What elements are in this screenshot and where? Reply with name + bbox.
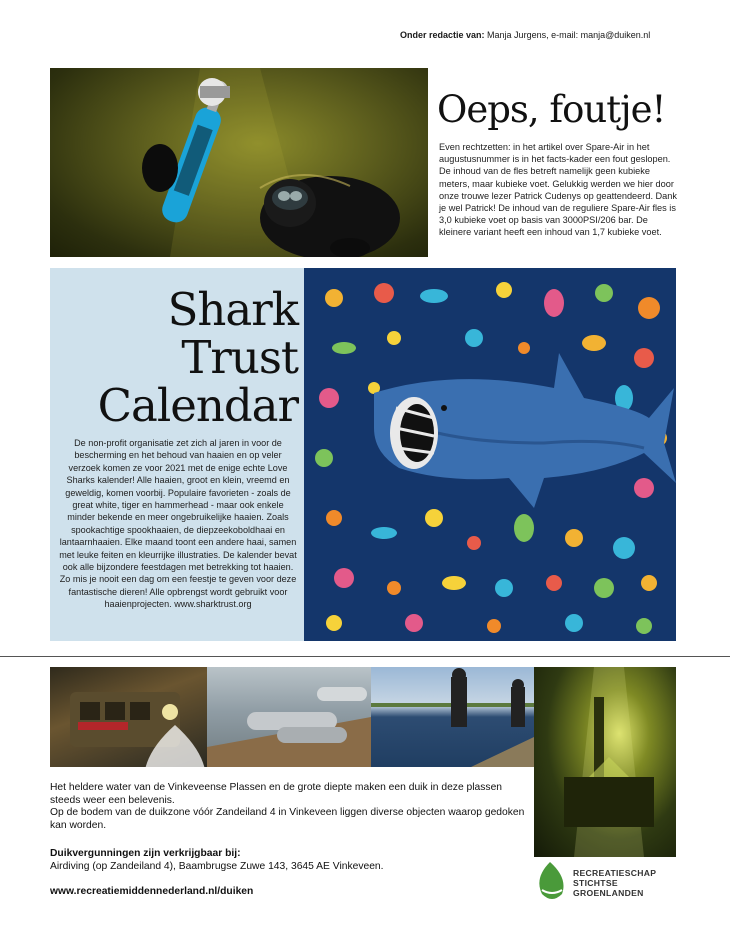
ad-photo-underwater-object [534, 667, 676, 857]
oeps-title: Oeps, foutje! [437, 88, 666, 131]
shark-calendar-illustration [304, 268, 676, 641]
ad-intro: Het heldere water van de Vinkeveense Plassen en de grote diepte maken een duik in deze plassen steeds weer een belevenis. [50, 782, 503, 806]
tanks-on-jetty-illustration [207, 667, 371, 767]
logo-line-3: GROENLANDEN [573, 888, 644, 898]
diver-illustration [50, 68, 428, 257]
logo-text [573, 868, 656, 898]
editor-credit [400, 30, 700, 40]
shark-title [60, 283, 298, 432]
section-divider [0, 656, 730, 657]
diver-photo [50, 68, 428, 257]
shark [374, 353, 676, 508]
shark-title-line-1: Shark [167, 283, 298, 336]
editor-value: Manja Jurgens, e-mail: manja@duiken.nl [487, 30, 651, 40]
shark-title-line-2: Trust [181, 331, 298, 384]
ad-photo-divers [371, 667, 534, 767]
oeps-body: Even rechtzetten: in het artikel over Spare-Air in het augustusnummer is in het facts-kader een fout geslopen. De inhoud van de fles betreft namelijk geen kubieke meters, maar kubieke voet. Gelukkig werden we hier door onze trouwe lezer Patrick Cudenys op geattendeerd. Dank je wel Patrick! De inhoud van de reguliere Spare-Air fles is 3,0 kubieke voet op basis van 3000PSI/206 bar. De kleinere variant heeft een inhoud van 1,7 kubieke voet. [439, 142, 677, 238]
basking-shark-illustration [304, 268, 676, 641]
ad-permits: Airdiving (op Zandeiland 4), Baambrugse Zuwe 143, 3645 AE Vinkeveen. [50, 861, 384, 872]
underwater-structure-illustration [534, 667, 676, 857]
ad-photo-tanks [207, 667, 371, 767]
editor-label: Onder redactie van: [400, 30, 485, 40]
shark-body: De non-profit organisatie zet zich al jaren in voor de bescherming en het behoud van haaien en op veler verzoek komen ze voor 2021 met de enige echte Love Sharks kalender! Alle haaien, groot en klein, vreemd en geweldig, komen voorbij. Populaire favorieten - zoals de great white, tiger en hammerhead - maar ook enkele minder bekende en meer ongebruikelijke haaien. Zoals spookachtige spookhaaien, de diepzeekoboldhaai en lantaarnhaaien. Elke maand toont een andere haai, samen met leuke feiten en kleurrijke illustraties. De kalender bevat ook alle bijzondere feestdagen met betrekking tot haaien. Zo mis je nooit een dag om een feestje te geven voor deze fantastische dieren! Alle opbrengst wordt gebruikt voor haaienprojecten. www.sharktrust.org [59, 438, 297, 610]
ad-permits-title: Duikvergunningen zijn verkrijgbaar bij: [50, 848, 241, 859]
divers-at-jetty-illustration [371, 667, 534, 767]
logo-line-1: RECREATIESCHAP [573, 868, 657, 878]
logo-line-2: STICHTSE [573, 878, 618, 888]
ad-text [50, 782, 530, 832]
shark-title-line-3: Calendar [97, 379, 298, 432]
ad-objects: Op de bodem van de duikzone vóór Zandeiland 4 in Vinkeveen liggen diverse objecten waarop gedoken kan worden. [50, 807, 525, 831]
ad-url-link[interactable]: www.recreatiemiddennederland.nl/duiken [50, 886, 254, 897]
